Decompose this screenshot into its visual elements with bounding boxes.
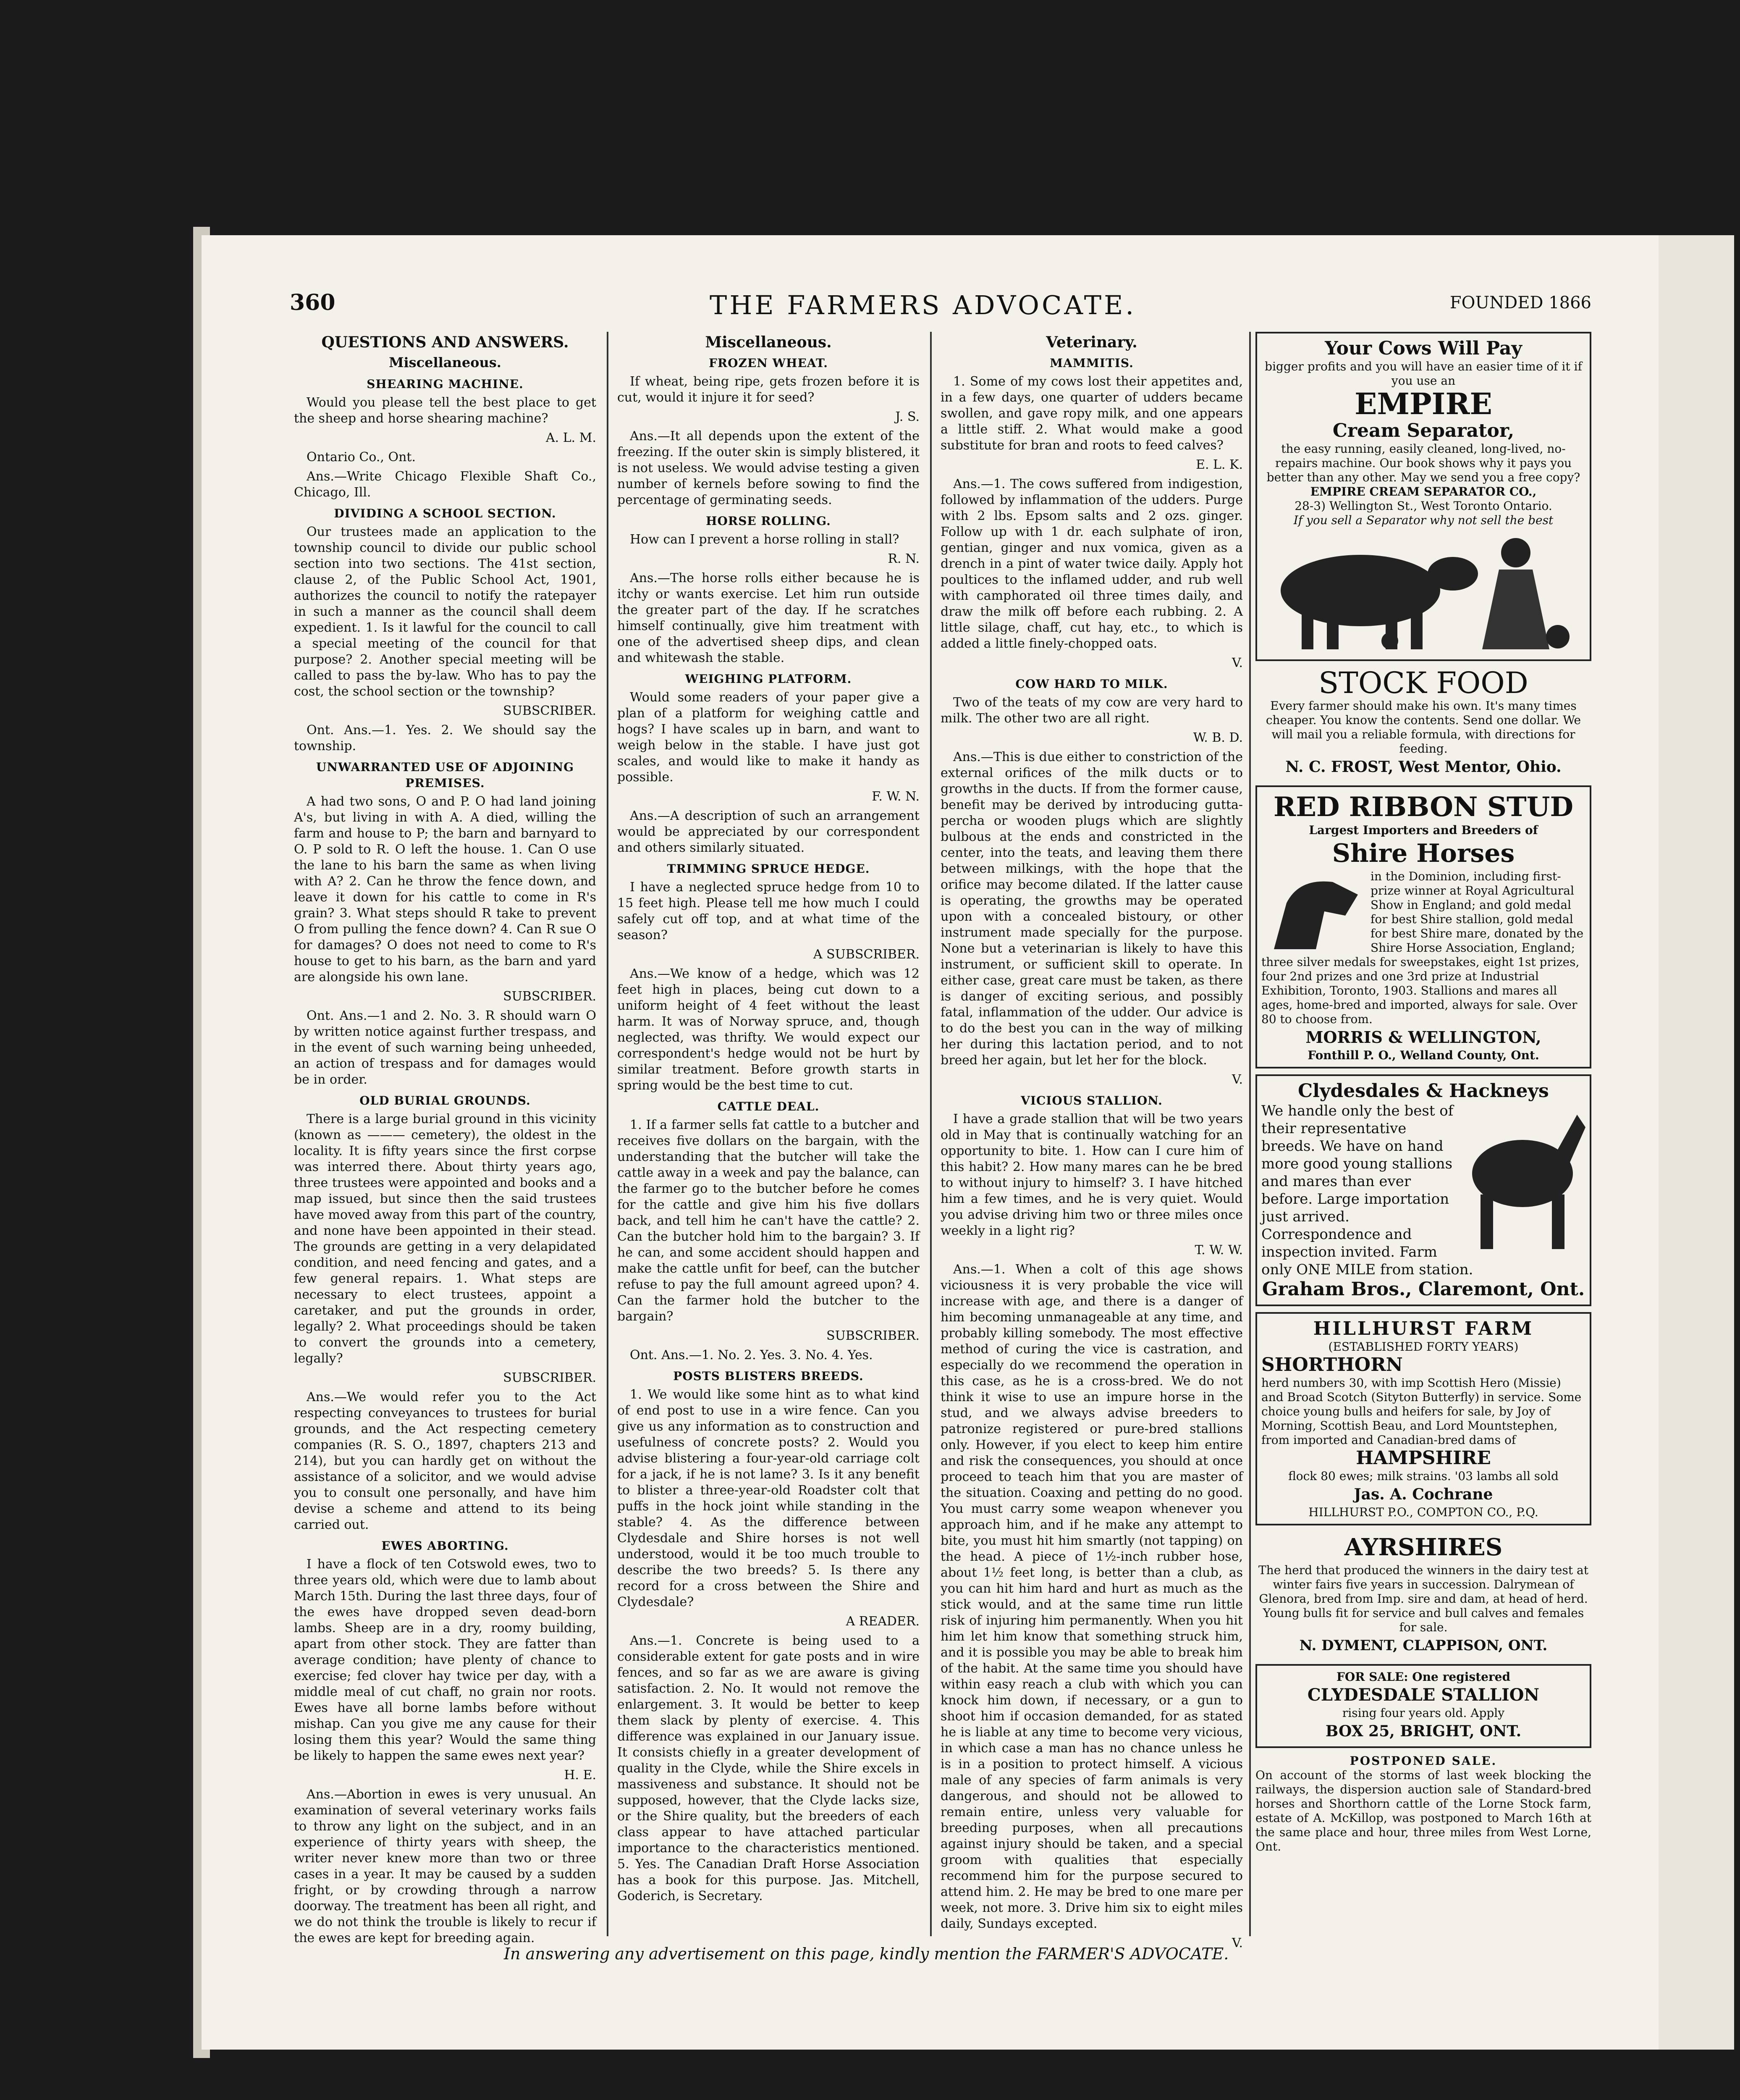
ad-text: On account of the storms of last week blocking the railways, the dispersion auction sale of Standard-bred horses and Shorthorn cattle of the Lorne Stock farm, estate of A. McKillop, was postponed to March 16th at the same place and hour, three miles from West Lorne, Ont. [1255,1768,1591,1853]
article-question: Would some readers of your paper give a plan of a platform for weighing cattle and hogs? I have scales up in barn, and want to weigh below in the stable. I have just got scales, and would like to make it handy as possible. [617,690,920,785]
article-question: Two of the teats of my cow are very hard to milk. The other two are all right. [941,695,1243,726]
section-title: QUESTIONS AND ANSWERS. [321,333,569,351]
ad-stock-food [1255,667,1591,778]
article-question: How can I prevent a horse rolling in stall? [630,532,899,547]
ad-headline: STOCK FOOD [1318,666,1528,700]
ad-headline: RED RIBBON STUD [1274,791,1573,823]
ad-breed: SHORTHORN [1261,1354,1403,1376]
ad-label: FOR SALE: One registered [1336,1670,1511,1684]
article-title: POSTS BLISTERS BREEDS. [673,1369,864,1383]
ad-text: The herd that produced the winners in the dairy test at winter fairs five years in succession. Dalrymean of Glenora, bred from Imp. sire and dam, at head of herd. Young bulls fit for service and bull calves and females for sale. [1258,1563,1588,1634]
horse-head-illustration [1261,869,1371,953]
article-question: Our trustees made an application to the township council to divide our public school section into two sections. The 41st section, clause 2, of the Public School Act, 1901, authorizes the council to notify the ratepayer in such a manner as the council shall deem expedient. 1. Is it lawful for the council to call a special meeting of the council for that purpose? 2. Another special meeting will be called to pass the by-law. Who has to pay the cost, the school section or the township? [294,525,596,699]
column-rule [930,332,932,1936]
article-title: CATTLE DEAL. [717,1100,820,1113]
founded-note: FOUNDED 1866 [1449,293,1591,312]
ad-text: Largest Importers and Breeders of [1309,823,1538,837]
ad-address: Fonthill P. O., Welland County, Ont. [1308,1048,1539,1062]
ad-text: rising four years old. Apply [1342,1706,1505,1720]
article-question: There is a large burial ground in this vicinity (known as ——— cemetery), the oldest in the locality. It is fifty years since the first corpse was interred there. About thirty years ago, three trustees were appointed and books and a map issued, but since then the said trustees have moved away from this part of the country, and none have been appointed in their stead. The grounds are getting in a very delapidated condition, and need fencing and gates, and a few general repairs. 1. What steps are necessary to elect trustees, appoint a caretaker, and put the grounds in order, legally? 2. What proceedings should be taken to convert the grounds into a cemetery, legally? [294,1112,596,1366]
ad-hillhurst-farm [1255,1312,1591,1525]
column-veterinary [941,332,1243,1955]
page-header [290,290,1591,323]
advertisements-column [1255,332,1591,1861]
column-miscellaneous [617,332,920,1908]
article-signature: J. S. [895,410,920,424]
article-signature: T. W. W. [1195,1243,1243,1257]
page-number: 360 [290,290,335,315]
ad-company: EMPIRE CREAM SEPARATOR CO., [1310,485,1537,499]
article-answer: Ans.—We know of a hedge, which was 12 feet high in places, being cut down to a uniform height of 4 feet without the least harm. It was of Norway spruce, and, though neglected, was thrifty. We would expect our correspondent's hedge would not be hurt by similar treatment. Before growth starts in spring would be the best time to cut. [617,966,920,1093]
article-title: HORSE ROLLING. [706,514,831,528]
column-questions [294,332,596,1950]
article-answer: Ans.—It all depends upon the extent of the freezing. If the outer skin is simply blistered, it is not useless. We would advise testing a given number of kernels before sowing to find the percentage of germinating seeds. [617,429,920,507]
article-answer: Ans.—This is due either to constriction of the external orifices of the milk ducts or to growths in the ducts. If from the former cause, benefit may be derived by introducing gutta-percha or wooden plugs which are slightly bulbous at the ends and constricted in the center, into the teats, and leaving them there between milkings, with the hope that the orifice may become dilated. If the latter cause is operating, the growths may be operated upon with a concealed bistoury, or other instrument made specially for the purpose. None but a veterinarian is likely to have this instrument, or sufficient skill to operate. In either case, great care must be taken, as there is danger of exciting serious, and possibly fatal, inflammation of the udder. Our advice is to do the best you can in the way of milking her during this lactation period, and to not breed her again, but let her for the block. [941,750,1243,1068]
adjacent-page-strip [1659,235,1734,2050]
horse-illustration [1460,1102,1585,1253]
article-title: TRIMMING SPRUCE HEDGE. [667,862,870,876]
ad-box: BOX 25, BRIGHT, ONT. [1325,1722,1522,1740]
section-title: Veterinary. [1046,333,1137,351]
article-signature: H. E. [564,1768,596,1782]
article-answer: Ans.—1. Concrete is being used to a considerable extent for gate posts and in wire fences, and so far as we are aware is giving satisfaction. 2. No. It would not remove the enlargement. 3. It would be better to keep them slack by plenty of exercise. 4. This difference was explained in our January issue. It consists chiefly in a greater development of quality in the Clyde, while the Shire excels in massiveness and substance. It should not be supposed, however, that the Clyde lacks size, or the Shire quality, but the breeders of each class appear to have attached particular importance to the characteristics mentioned. 5. Yes. The Canadian Draft Horse Association has a book for this purpose. Jas. Mitchell, Goderich, is Secretary. [617,1633,920,1903]
article-signature: A. L. M. [546,430,596,445]
column-rule [607,332,608,1936]
section-subtitle: Miscellaneous. [389,354,501,370]
article-title: MAMMITIS. [1050,356,1134,370]
section-title: Miscellaneous. [705,333,832,351]
ad-empire-separator [1255,332,1591,661]
ad-name: N. C. FROST, West Mentor, Ohio. [1285,758,1562,776]
article-signature: R. N. [888,551,920,566]
article-answer: Ans.—A description of such an arrangement would be appreciated by our correspondent and others similarly situated. [617,808,920,855]
article-title: DIVIDING A SCHOOL SECTION. [334,507,556,520]
ad-slogan: If you sell a Separator why not sell the best [1293,513,1554,527]
ad-text: herd numbers 30, with imp Scottish Hero (Missie) and Broad Scotch (Sityton Butterfly) in service. Some choice young bulls and heifers for sale, by Joy of Morning, Scottish Beau, and Lord Mountstephen, from imported and Canadian-bred dams of [1261,1376,1582,1447]
ad-text: (ESTABLISHED FORTY YEARS) [1328,1340,1519,1354]
article-question: 1. We would like some hint as to what kind of end post to use in a wire fence. Can you give us any information as to construction and usefulness of concrete posts? 2. Would you advise blistering a four-year-old carriage colt for a jack, if he is not lame? 3. Is it any benefit to blister a three-year-old Roadster colt that puffs in the hock joint while standing in the stable? 4. As the difference between Clydesdale and Shire horses is not well understood, would it be too much trouble to describe the two breeds? 5. Is there any record for a cross between the Shire and Clydesdale? [617,1387,920,1609]
article-signature: F. W. N. [872,789,920,804]
article-title: SHEARING MACHINE. [367,377,524,391]
article-question: 1. Some of my cows lost their appetites and, in a few days, one quarter of udders became swollen, and gave ropy milk, and one appears a little stiff. 2. What would make a good substitute for bran and roots to feed calves? [941,374,1243,453]
ad-text: We handle only the best of their representative breeds. We have on hand more good young stallions and mares than ever before. Large importation just arrived. Correspondence and inspection invited. Farm only ONE MILE from station. [1261,1102,1473,1278]
article-answer: Ans.—1. The cows suffered from indigestion, followed by inflammation of the udders. Purge with 2 lbs. Epsom salts and 2 ozs. ginger. Follow up with 1 dr. each sulphate of iron, gentian, ginger and nux vomica, given as a drench in a pint of water twice daily. Apply hot poultices to the inflamed udder, and rub well with camphorated oil three times daily, and draw the milk off before each rubbing. 2. A little silage, chaff, cut hay, etc., to which is added a little finely-chopped oats. [941,477,1243,651]
ad-ayrshires [1255,1531,1591,1656]
ad-headline: POSTPONED SALE. [1350,1754,1497,1768]
ad-name: Graham Bros., Claremont, Ont. [1262,1278,1585,1300]
ad-headline: Clydesdales & Hackneys [1298,1080,1549,1102]
article-signature: SUBSCRIBER. [503,1370,596,1385]
article-answer: Ans.—Abortion in ewes is very unusual. An examination of several veterinary works fails to throw any light on the subject, and in an experience of thirty years with sheep, the writer never knew more than two or three cases in a year. It may be caused by a sudden fright, or by crowding through a narrow doorway. The treatment has been all right, and we do not think the trouble is likely to recur if the ewes are kept for breeding again. [294,1787,596,1945]
article-signature: W. B. D. [1193,730,1243,745]
ad-headline: CLYDESDALE STALLION [1307,1685,1540,1705]
article-question: I have a neglected spruce hedge from 10 to 15 feet high. Please tell me how much I could safely cut off top, and at what time of the season? [617,880,920,942]
article-signature: SUBSCRIBER. [826,1328,920,1343]
ad-owners: MORRIS & WELLINGTON, [1305,1028,1541,1047]
ad-product: Cream Separator, [1332,420,1515,441]
article-title: VICIOUS STALLION. [1021,1094,1163,1108]
article-question: A had two sons, O and P. O had land joining A's, but living in with A. A died, willing the farm and house to P; the barn and barnyard to O. P sold to R. O left the house. 1. Can O use the lane to his barn the same as when living with A? 2. Can he throw the fence down, and leave it down for his cattle to come in R's grain? 3. What steps should R take to prevent O from pulling the fence down? 4. Can R sue O for damages? O does not need to come to R's house to get to his barn, as the barn and yard are alongside his own lane. [294,794,596,984]
article-answer: Ans.—1. When a colt of this age shows viciousness it is very probable the vice will increase with age, and there is a danger of him becoming unmanageable at any time, and probably killing somebody. The most effective method of curing the vice is castration, and especially do we recommend the operation in this case, as he is a cross-bred. We do not think it wise to use an impure horse in the stud, and we always advise breeders to patronize registered or pure-bred stallions only. However, if you elect to keep him entire and risk the consequences, you should at once proceed to teach him that you are master of the situation. Coaxing and petting do no good. You must carry some weapon whenever you approach him, and if he make any attempt to bite, you must hit him smartly (not tapping) on the head. A piece of 1½-inch rubber hose, about 1½ feet long, is better than a club, as you can hit him hard and hurt as much as the stick would, and at the same time run little risk of injuring him permanently. When you hit him let him know that something struck him, and it is possible you may be able to break him of the habit. At the same time you should have within easy reach a club with which you can knock him down, if necessary, or a gun to shoot him if occasion demanded, for as stated he is liable at any time to become very vicious, in which case a man has no chance unless he is in a position to protect himself. A vicious male of any species of farm animals is very dangerous, and should not be allowed to remain entire, unless very valuable for breeding purposes, when all precautions against injury should be taken, and a special groom with qualities that especially recommend him for the purpose secured to attend him. 2. He may be bred to one mare per week, not more. 3. Drive him six to eight miles daily, Sundays excepted. [941,1262,1243,1931]
ad-text: in the Dominion, including first-prize winner at Royal Agricultural Show in England; and gold medal for best Shire stallion, gold medal for best Shire mare, donated by the Shire Horse Association, England; three silver medals for sweepstakes, eight 1st prizes, four 2nd prizes and one 3rd prize at Industrial Exhibition, Toronto, 1903. Stallions and mares all ages, home-bred and imported, always for sale. Over 80 to choose from. [1261,869,1584,1026]
ad-text: the easy running, easily cleaned, long-lived, no-repairs machine. Our book shows why it pays you better than any other. May we send you a free copy? [1266,442,1580,484]
article-question: I have a grade stallion that will be two years old in May that is continually watching for an opportunity to bite. 1. How can I cure him of this habit? 2. How many mares can he be bred to without injury to himself? 3. I have hitched him a few times, and he is very quiet. Would you advise driving him two or three miles once weekly in a light rig? [941,1112,1243,1238]
article-question: If wheat, being ripe, gets frozen before it is cut, would it injure it for seed? [617,374,920,405]
article-title: FROZEN WHEAT. [708,356,828,370]
ad-brand: EMPIRE [1355,386,1492,421]
ad-name: N. DYMENT, CLAPPISON, ONT. [1299,1637,1548,1654]
masthead-title: THE FARMERS ADVOCATE. [710,290,1137,320]
article-title: EWES ABORTING. [381,1539,509,1553]
article-question: 1. If a farmer sells fat cattle to a butcher and receives five dollars on the bargain, with the understanding that the butcher will take the cattle away in a week and pay the balance, can the farmer go to the butcher before he comes for the cattle and give him his five dollars back, and tell him he can't have the cattle? 2. Can the butcher hold him to the bargain? 3. If he can, and some accident should happen and make the cattle unfit for beef, can the butcher refuse to pay the full amount agreed upon? 4. Can the farmer hold the butcher to the bargain? [617,1118,920,1324]
page-footer: In answering any advertisement on this page, kindly mention the FARMER'S ADVOCATE. [504,1945,1229,1963]
ad-headline: Your Cows Will Pay [1325,338,1522,359]
article-signature: A READER. [846,1614,920,1629]
article-title: COW HARD TO MILK. [1015,677,1168,691]
ad-postponed-sale [1255,1754,1591,1854]
ad-breed: Shire Horses [1332,839,1515,868]
article-title: OLD BURIAL GROUNDS. [359,1094,531,1108]
article-answer: Ont. Ans.—1. Yes. 2. We should say the township. [294,723,596,753]
ad-address: 28-3) Wellington St., West Toronto Ontario. [1295,499,1552,513]
ad-red-ribbon-stud [1255,785,1591,1068]
article-signature: SUBSCRIBER. [503,704,596,718]
article-signature: V. [1232,656,1243,670]
article-title: WEIGHING PLATFORM. [685,672,852,686]
ad-owner: Jas. A. Cochrane [1354,1486,1493,1503]
article-signature: SUBSCRIBER. [503,989,596,1004]
ad-headline: HILLHURST FARM [1313,1318,1534,1339]
column-rule [1249,332,1251,1936]
cow-and-milkmaid-illustration [1264,528,1583,654]
article-answer: Ont. Ans.—1. No. 2. Yes. 3. No. 4. Yes. [630,1348,873,1362]
ad-graham-bros [1255,1074,1591,1306]
ad-text: Every farmer should make his own. It's many times cheaper. You know the contents. Send one dollar. We will mail you a reliable formula, with directions for feeding. [1266,699,1581,756]
ad-clydesdale-stallion [1255,1664,1591,1748]
article-answer: Ont. Ans.—1 and 2. No. 3. R should warn O by written notice against further trespass, and in the event of such warning being unheeded, an action of trespass and for damages would be in order. [294,1008,596,1087]
article-answer: Ans.—The horse rolls either because he is itchy or wants exercise. Let him run outside the greater part of the day. If he scratches himself continually, give him treatment with one of the advertised sheep dips, and clean and whitewash the stable. [617,571,920,665]
article-place: Ontario Co., Ont. [307,450,416,465]
ad-address: HILLHURST P.O., COMPTON CO., P.Q. [1308,1505,1538,1519]
article-question: I have a flock of ten Cotswold ewes, two to three years old, which were due to lamb about March 15th. During the last three days, four of the ewes have dropped seven dead-born lambs. Sheep are in a dry, roomy building, apart from other stock. They are fatter than average condition; have plenty of chance to exercise; fed clover hay twice per day, with a middle meal of cut chaff, no grain nor roots. Ewes have all borne lambs before without mishap. Can you give me any cause for their losing them this year? Would the same thing be likely to happen the same ewes next year? [294,1557,596,1763]
ad-text: flock 80 ewes; milk strains. '03 lambs all sold [1288,1469,1559,1483]
article-answer: Ans.—We would refer you to the Act respecting conveyances to trustees for burial grounds, and the Act respecting cemetery companies (R. S. O., 1897, chapters 213 and 214), but you can hardly get on without the assistance of a solicitor, and we would advise you to consult one personally, and have him devise a scheme and attend to its being carried out. [294,1390,596,1532]
article-signature: A SUBSCRIBER. [813,947,920,962]
ad-headline: AYRSHIRES [1344,1533,1503,1561]
ad-text: bigger profits and you will have an easier time of it if you use an [1265,360,1582,388]
article-question: Would you please tell the best place to get the sheep and horse shearing machine? [294,395,596,426]
article-signature: V. [1232,1936,1243,1950]
article-signature: E. L. K. [1196,457,1243,472]
article-answer: Ans.—Write Chicago Flexible Shaft Co., Chicago, Ill. [294,469,596,500]
article-signature: V. [1232,1072,1243,1087]
article-title: UNWARRANTED USE OF ADJOINING PREMISES. [316,760,574,790]
ad-breed: HAMPSHIRE [1356,1447,1491,1469]
